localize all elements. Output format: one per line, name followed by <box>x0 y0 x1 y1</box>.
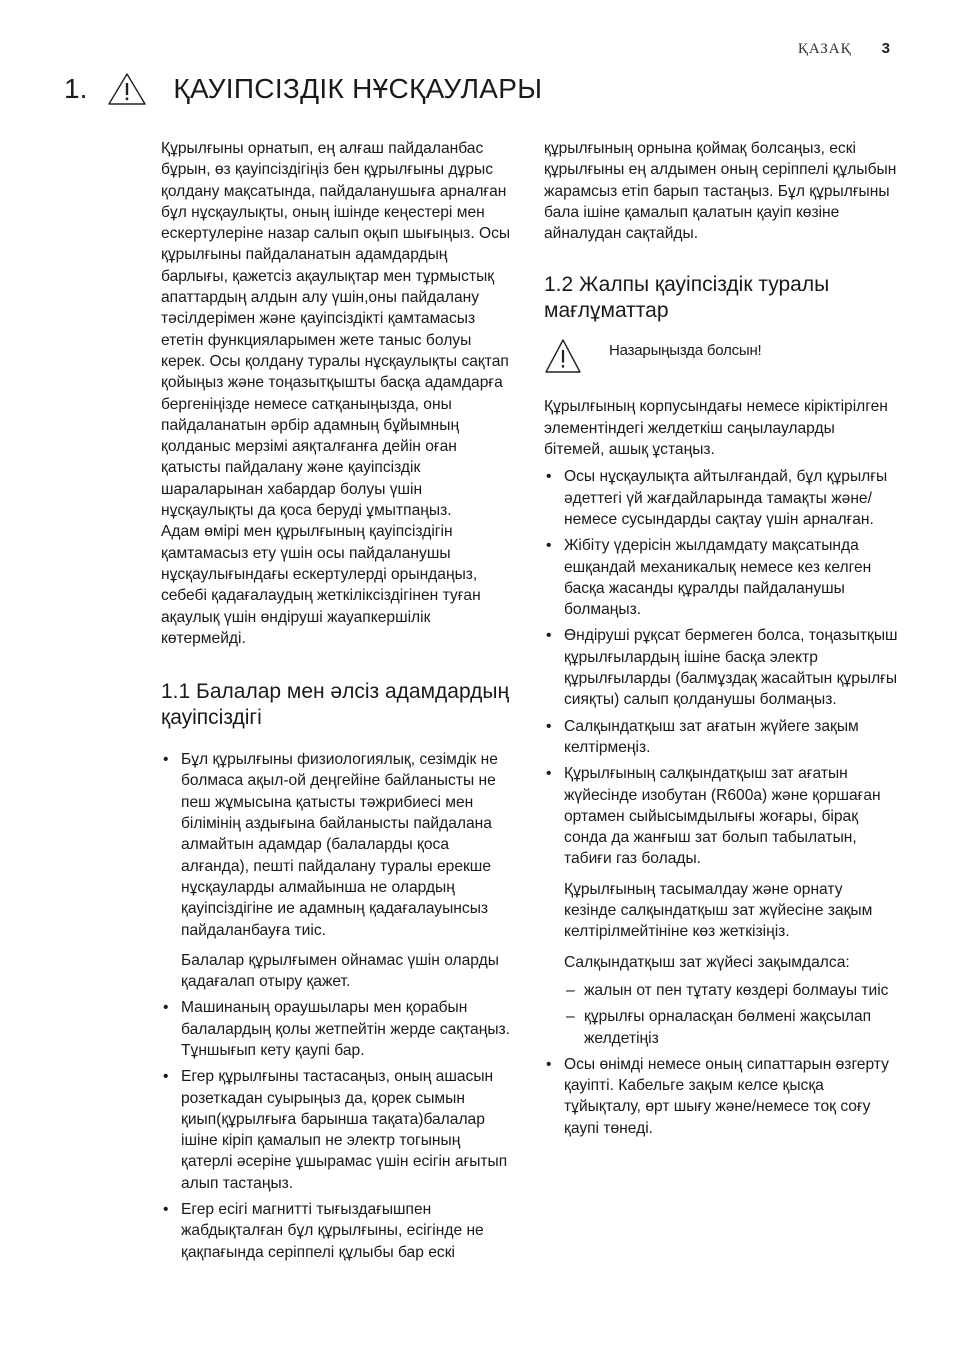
section-intro: Құрылғының корпусындағы немесе кіріктірілген элементіндегі желдеткіш саңылауларды бітемей, ашық ұстаңыз. <box>544 398 888 459</box>
dash-item: – құрылғы орналасқан бөлмені жақсылап желдетіңіз <box>564 1006 898 1049</box>
section-number: 1.1 <box>161 680 191 704</box>
list-item-text: Құрылғының салқындатқыш зат ағатын жүйесінде изобутан (R600a) және қоршаған ортамен сыйысымдылығы жоғары, бірақ сонда да жанғыш зат болып табылатын, табиғи газ болады. <box>564 765 881 868</box>
list-item <box>544 1054 898 1139</box>
page-header <box>798 40 890 58</box>
list-item <box>161 749 516 992</box>
list-item-text: Егер есігі магнитті тығыздағышпен жабдықталған бұл құрылғыны, есігінде не қақпағында серіппелі құлыбы бар ескі <box>181 1201 484 1261</box>
list-item-text: Машинаның ораушылары мен қорабын балалардың қолы жетпейтін жерде сақтаңыз. Тұншығып кету қаупі бар. <box>181 999 511 1059</box>
list-item-text: Осы өнімді немесе оның сипаттарын өзгерту қауіпті. Кабельге зақым келсе қысқа тұйықталу, өрт шығу және/немесе тоқ соғу қаупі төнеді. <box>564 1055 889 1137</box>
dash-item: – жалын от пен тұтату көздері болмауы тиіс <box>564 980 898 1001</box>
list-item <box>544 625 898 710</box>
notice-text: Назарыңызда болсын! <box>609 342 762 360</box>
chapter-heading <box>64 72 542 106</box>
list-item <box>544 716 898 759</box>
section-heading-1-1 <box>161 679 516 731</box>
intro-paragraph: Құрылғыны орнатып, ең алғаш пайдаланбас бұрын, өз қауіпсіздігіңіз бен құрылғыны дұрыс қолдану мақсатында, пайдаланушыға арналған бұл нұсқаулықты, оның ішінде кеңестері мен ескертулеріне назар салып оқып шығыңыз. Осы құрылғыны пайдаланатын адамдардың барлығы, қажетсіз ақаулықтар мен тұрмыстық апаттардың алдын алу үшін,оны пайдалану тәсілдерімен және қауіпсіздікті қамтамасыз ететін функцияларымен жете таныс болуы керек. Осы қолдану туралы нұсқаулықты сақтап қойыңыз және тоңазытқышты басқа адамдарға бергеніңізде немесе сатқаныңызда, оны пайдаланатын әрбір адамның бұйымның қолданыс мерзімі аяқталғанға дейін оған қатысты пайдалану және қауіпсіздік шараларынан хабардар болуы үшін нұсқаулықты да қоса беруді ұмытпаңыз. <box>161 140 511 520</box>
chapter-number: 1. <box>64 73 88 104</box>
list-item <box>161 997 516 1061</box>
warning-triangle-icon <box>107 72 147 106</box>
dash-list <box>564 980 898 1049</box>
list-item-note: Салқындатқыш зат жүйесі зақымдалса: <box>564 953 850 971</box>
list-item <box>544 535 898 620</box>
right-column <box>544 138 898 1144</box>
section-title: Жалпы қауіпсіздік туралы мағлұматтар <box>544 273 830 323</box>
section-heading-1-2 <box>544 272 898 324</box>
list-item <box>161 1066 516 1194</box>
list-item-text: Жібіту үдерісін жылдамдату мақсатында ешқандай механикалық немесе кез келген басқа жасанды құралды пайдаланушы болмаңыз. <box>564 537 872 619</box>
list-item-text: Салқындатқыш зат ағатын жүйеге зақым келтірмеңіз. <box>564 717 859 756</box>
continuation-paragraph: құрылғының орнына қоймақ болсаңыз, ескі құрылғыны ең алдымен оның серіппелі құлыбын жарамсыз етіп барып тастаңыз. Бұл құрылғыны бала ішіне қамалып қалатын қауіп көзіне айналудан сақтайды. <box>544 140 897 243</box>
section-number: 1.2 <box>544 273 574 297</box>
chapter-title: ҚАУІПСІЗДІК НҰСҚАУЛАРЫ <box>173 73 543 104</box>
list-item-text: Өндіруші рұқсат бермеген болса, тоңазытқыш құрылғылардың ішіне басқа электр құрылғыларды (балмұздақ жасайтын құрылғы сияқты) салып қолданушы болмаңыз. <box>564 627 898 709</box>
page-number: 3 <box>881 40 890 57</box>
left-column <box>161 138 516 1268</box>
bullet-list <box>161 749 516 1263</box>
list-item <box>161 1199 516 1263</box>
list-item-text: Бұл құрылғыны физиологиялық, сезімдік не болмаса ақыл-ой деңгейіне байланысты не пеш жұмысына қатысты тәжрибиесі мен білімінің аздығына байланысты пайдалана алмайтын адамдар (балаларды қоса алғанда), пешті пайдалану туралы ерекше нұсқауларды алмайынша не олардың қауіпсіздігіне ие адамның қадағалауынсыз пайдаланбауға тиіс. <box>181 751 498 939</box>
list-item <box>544 763 898 1049</box>
language-label: ҚАЗАҚ <box>797 41 852 57</box>
bullet-list <box>544 466 898 1139</box>
section-title: Балалар мен әлсіз адамдардың қауіпсіздігі <box>161 680 510 730</box>
warning-notice <box>544 338 898 374</box>
intro-paragraph: Адам өмірі мен құрылғының қауіпсіздігін қамтамасыз ету үшін осы пайдаланушы нұсқаулығындағы ескертулерді орындаңыз, себебі қадағалаудың жеткіліксіздігінен туған ақаулық үшін өндіруші жауапкершілік көтермейді. <box>161 523 481 647</box>
list-item-note: Балалар құрылғымен ойнамас үшін оларды қадағалап отыру қажет. <box>181 951 499 991</box>
list-item-text: Егер құрылғыны тастасаңыз, оның ашасын розеткадан суырыңыз да, қорек сымын қиып(құрылғыға барынша тақата)балалар ішіне кіріп қамалып не электр тогының қатерлі әсеріне ұшырамас үшін есігін ағытып алып тастаңыз. <box>181 1068 508 1192</box>
list-item-text: Осы нұсқаулықта айтылғандай, бұл құрылғы әдеттегі үй жағдайларында тамақты және/немесе сусындарды сақтау үшін арналған. <box>564 468 888 528</box>
list-item-note: Құрылғының тасымалдау және орнату кезінде салқындатқыш зат жүйесіне зақым келтірілмейтініне көз жеткізіңіз. <box>564 880 873 941</box>
warning-triangle-icon <box>544 338 582 374</box>
list-item <box>544 466 898 530</box>
